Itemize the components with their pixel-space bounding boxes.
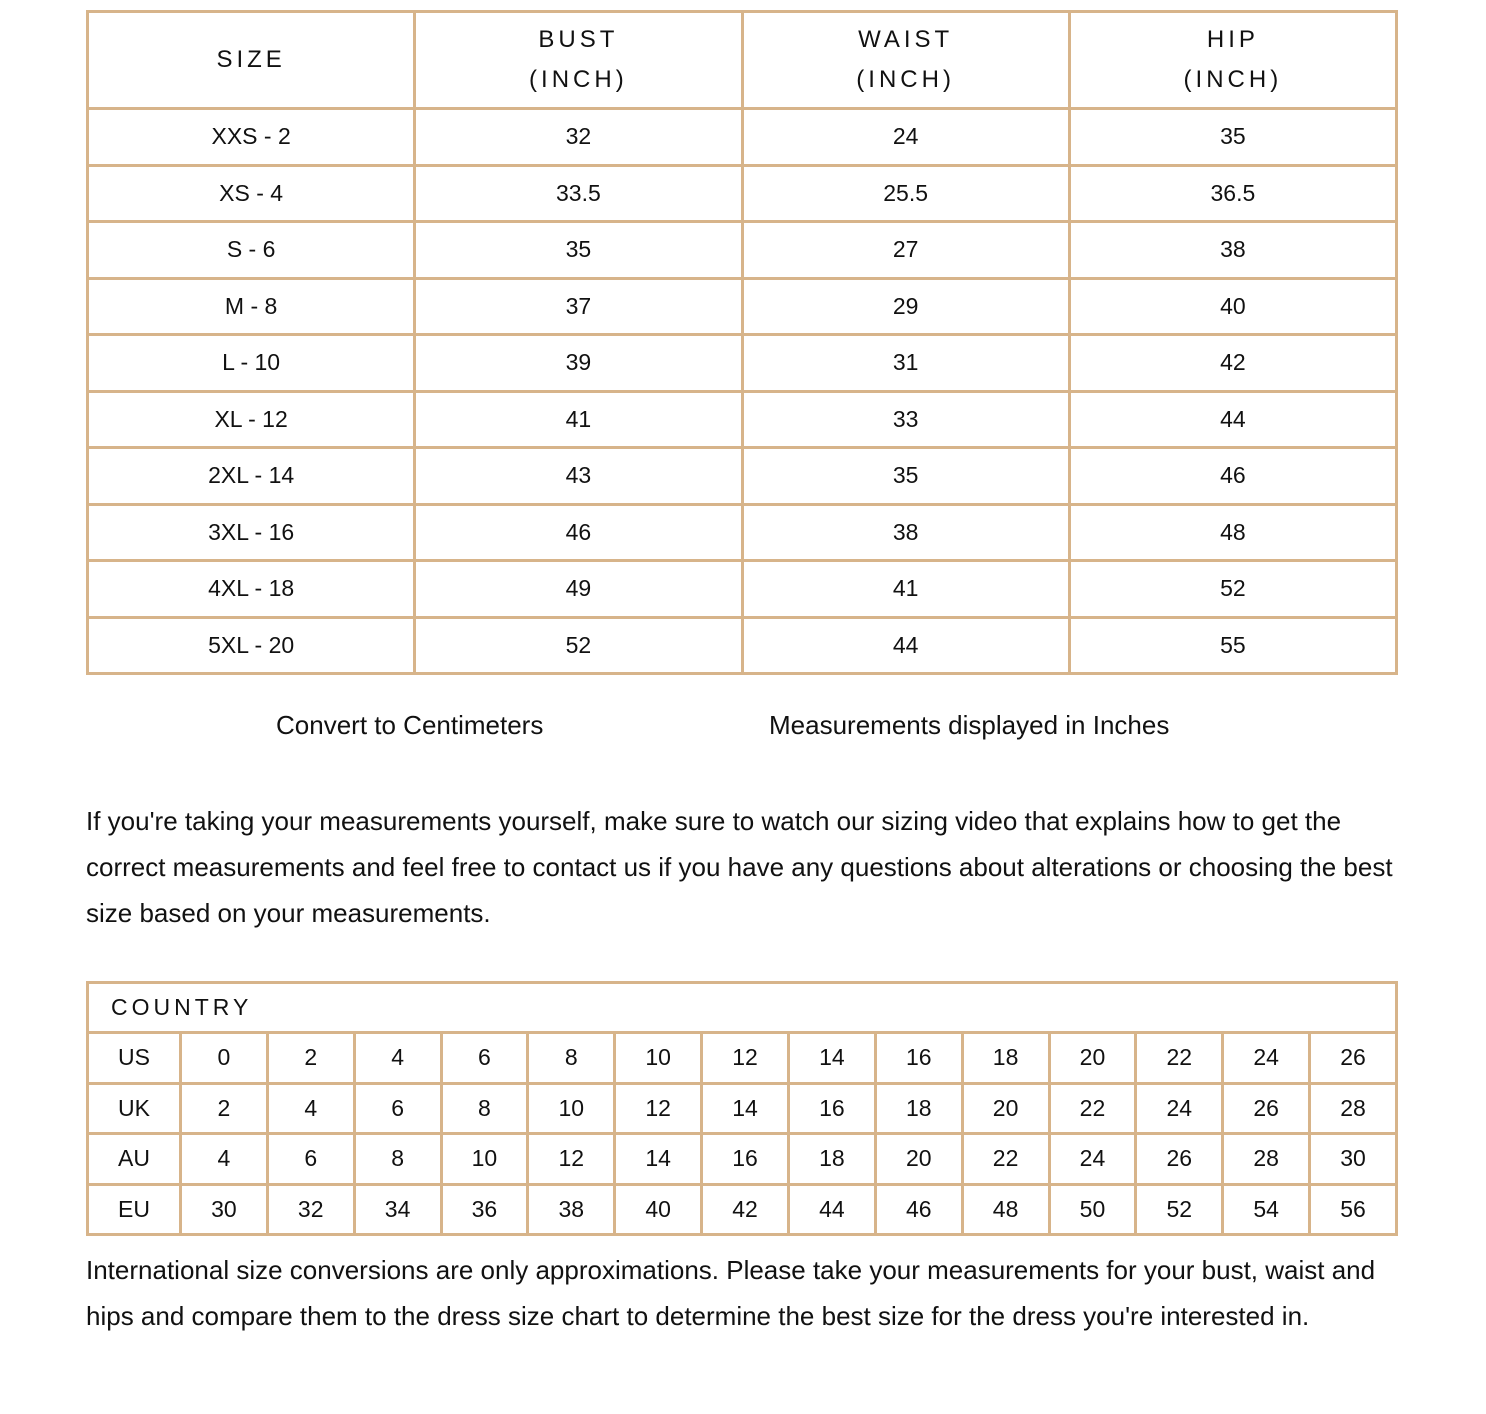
waist-cell: 29 [742,278,1069,335]
country-header: COUNTRY [88,983,1397,1033]
header-bust-unit: (INCH) [529,66,628,93]
country-row [88,1033,1397,1084]
waist-cell: 24 [742,109,1069,166]
country-size-cell: 54 [1223,1184,1310,1235]
hip-cell: 44 [1069,391,1396,448]
country-size-cell: 46 [875,1184,962,1235]
country-size-cell: 12 [615,1083,702,1134]
country-name-cell: EU [88,1184,181,1235]
country-size-cell: 26 [1223,1083,1310,1134]
country-size-cell: 50 [1049,1184,1136,1235]
country-size-cell: 10 [615,1033,702,1084]
country-size-cell: 6 [267,1134,354,1185]
country-size-cell: 26 [1136,1134,1223,1185]
country-size-cell: 20 [875,1134,962,1185]
size-cell: 3XL - 16 [88,504,415,561]
hip-cell: 35 [1069,109,1396,166]
country-size-cell: 42 [702,1184,789,1235]
waist-cell: 31 [742,335,1069,392]
country-size-cell: 4 [267,1083,354,1134]
measurement-instructions-text: If you're taking your measurements yourself, make sure to watch our sizing video that explains how to get the correct measurements and feel free to contact us if you have any questions about alterations or choosing the best size based on your measurements. [86,806,1393,928]
country-name-cell: US [88,1033,181,1084]
country-size-cell: 14 [788,1033,875,1084]
country-size-cell: 18 [788,1134,875,1185]
size-cell: M - 8 [88,278,415,335]
country-size-cell: 24 [1223,1033,1310,1084]
country-size-cell: 16 [788,1083,875,1134]
country-size-cell: 10 [441,1134,528,1185]
country-row [88,1134,1397,1185]
country-size-cell: 44 [788,1184,875,1235]
country-header-row [88,983,1397,1033]
country-size-cell: 28 [1310,1083,1397,1134]
header-size [88,12,415,109]
country-size-cell: 24 [1049,1134,1136,1185]
waist-cell: 35 [742,448,1069,505]
country-size-cell: 2 [180,1083,267,1134]
bust-cell: 43 [415,448,742,505]
country-size-cell: 22 [1136,1033,1223,1084]
size-cell: 2XL - 14 [88,448,415,505]
header-waist [742,12,1069,109]
country-conversion-table [86,981,1398,1236]
header-waist-label: WAIST [858,26,954,53]
size-cell: XXS - 2 [88,109,415,166]
hip-cell: 46 [1069,448,1396,505]
header-hip [1069,12,1396,109]
hip-cell: 38 [1069,222,1396,279]
country-name-cell: UK [88,1083,181,1134]
bust-cell: 32 [415,109,742,166]
size-row [88,617,1397,674]
header-bust-label: BUST [538,26,619,53]
header-waist-unit: (INCH) [856,66,955,93]
header-hip-label: HIP [1206,26,1259,53]
size-row [88,504,1397,561]
country-size-cell: 18 [875,1083,962,1134]
country-size-cell: 8 [441,1083,528,1134]
size-cell: S - 6 [88,222,415,279]
country-size-cell: 24 [1136,1083,1223,1134]
waist-cell: 44 [742,617,1069,674]
hip-cell: 48 [1069,504,1396,561]
country-size-cell: 20 [1049,1033,1136,1084]
measurement-unit-note: Measurements displayed in Inches [769,710,1170,740]
bust-cell: 35 [415,222,742,279]
country-size-cell: 18 [962,1033,1049,1084]
country-size-cell: 20 [962,1083,1049,1134]
country-size-cell: 2 [267,1033,354,1084]
size-row [88,448,1397,505]
size-row [88,165,1397,222]
header-bust [415,12,742,109]
country-row [88,1184,1397,1235]
country-size-cell: 14 [702,1083,789,1134]
country-row [88,1083,1397,1134]
country-size-cell: 14 [615,1134,702,1185]
size-row [88,109,1397,166]
size-chart-table [86,10,1398,675]
country-size-cell: 10 [528,1083,615,1134]
size-cell: L - 10 [88,335,415,392]
conversion-disclaimer-text: International size conversions are only approximations. Please take your measurements for your bust, waist and hips and compare them to the dress size chart to determine the best size for the dress you're interested in. [86,1255,1376,1331]
size-chart-body [88,109,1397,674]
country-size-cell: 52 [1136,1184,1223,1235]
bust-cell: 49 [415,561,742,618]
country-size-cell: 34 [354,1184,441,1235]
waist-cell: 25.5 [742,165,1069,222]
country-size-cell: 4 [180,1134,267,1185]
country-size-cell: 22 [962,1134,1049,1185]
country-size-cell: 56 [1310,1184,1397,1235]
country-size-cell: 8 [354,1134,441,1185]
country-size-cell: 30 [1310,1134,1397,1185]
hip-cell: 36.5 [1069,165,1396,222]
country-size-cell: 30 [180,1184,267,1235]
country-size-cell: 6 [354,1083,441,1134]
waist-cell: 38 [742,504,1069,561]
country-conversion-body [88,983,1397,1235]
waist-cell: 33 [742,391,1069,448]
bust-cell: 39 [415,335,742,392]
size-row [88,391,1397,448]
country-size-cell: 12 [702,1033,789,1084]
country-size-cell: 40 [615,1184,702,1235]
size-row [88,561,1397,618]
hip-cell: 55 [1069,617,1396,674]
bust-cell: 46 [415,504,742,561]
size-row [88,222,1397,279]
bust-cell: 37 [415,278,742,335]
country-size-cell: 4 [354,1033,441,1084]
country-size-cell: 16 [702,1134,789,1185]
hip-cell: 52 [1069,561,1396,618]
country-name-cell: AU [88,1134,181,1185]
size-cell: XL - 12 [88,391,415,448]
header-hip-unit: (INCH) [1183,66,1283,93]
country-size-cell: 36 [441,1184,528,1235]
header-size-label: SIZE [216,46,286,73]
bust-cell: 41 [415,391,742,448]
country-size-cell: 0 [180,1033,267,1084]
country-size-cell: 6 [441,1033,528,1084]
waist-cell: 41 [742,561,1069,618]
convert-to-centimeters-link[interactable]: Convert to Centimeters [276,710,544,740]
country-size-cell: 32 [267,1184,354,1235]
country-size-cell: 28 [1223,1134,1310,1185]
bust-cell: 33.5 [415,165,742,222]
country-size-cell: 38 [528,1184,615,1235]
size-cell: 4XL - 18 [88,561,415,618]
size-cell: 5XL - 20 [88,617,415,674]
country-size-cell: 48 [962,1184,1049,1235]
country-size-cell: 16 [875,1033,962,1084]
bust-cell: 52 [415,617,742,674]
country-size-cell: 22 [1049,1083,1136,1134]
size-cell: XS - 4 [88,165,415,222]
hip-cell: 40 [1069,278,1396,335]
hip-cell: 42 [1069,335,1396,392]
country-size-cell: 8 [528,1033,615,1084]
country-size-cell: 12 [528,1134,615,1185]
size-row [88,278,1397,335]
country-size-cell: 26 [1310,1033,1397,1084]
size-chart-header-row [88,12,1397,109]
size-row [88,335,1397,392]
waist-cell: 27 [742,222,1069,279]
